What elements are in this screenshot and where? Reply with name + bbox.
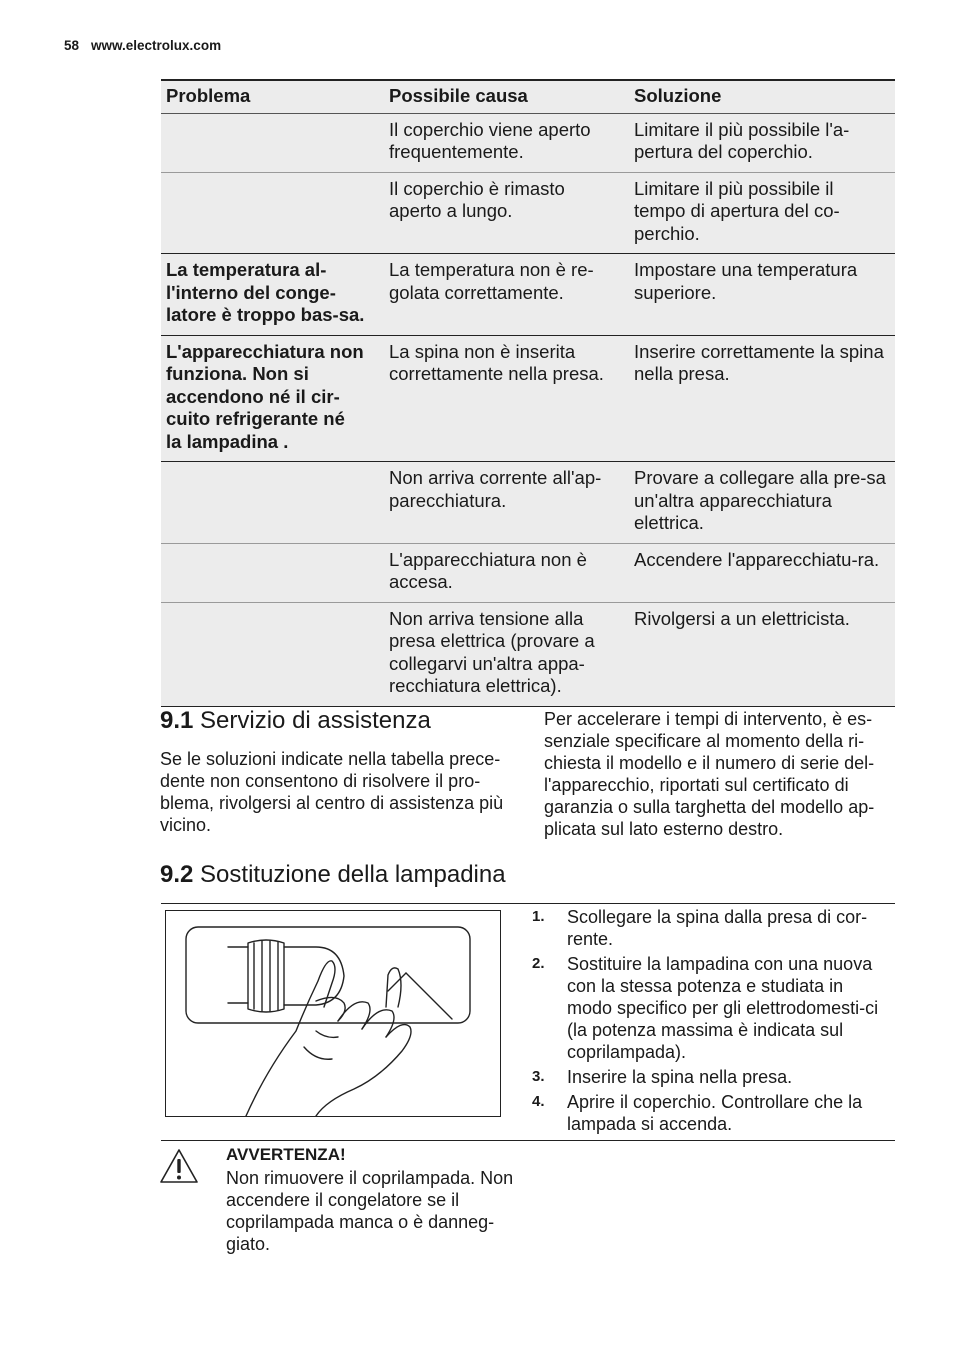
step-number: 1. — [532, 908, 545, 925]
column-header-solution: Soluzione — [624, 80, 895, 113]
warning-triangle-icon — [159, 1148, 199, 1184]
problem-cell: La temperatura al-l'interno del conge-latore è troppo bas-sa. — [161, 254, 371, 336]
solution-cell: Inserire correttamente la spina nella presa. — [624, 335, 895, 462]
table-row — [161, 172, 895, 254]
problem-cell — [161, 172, 371, 254]
service-paragraph-right: Per accelerare i tempi di intervento, è es-senziale specificare al momento della ri-chiesta il modello e il numero di serie del-l'apparecchio, riportati sul certificato di garanzia o sulla targhetta del modello ap-plicata sul lato esterno destro. — [544, 709, 875, 839]
service-paragraph-left: Se le soluzioni indicate nella tabella prece-dente non consentono di risolvere il pro-blema, rivolgersi al centro di assistenza più vicino. — [160, 749, 504, 835]
problem-cell — [161, 113, 371, 172]
step-number: 3. — [532, 1068, 545, 1085]
table-row — [161, 462, 895, 544]
section-title: Servizio di assistenza — [200, 707, 431, 734]
section-title: Sostituzione della lampadina — [200, 861, 506, 888]
page-header — [64, 38, 221, 53]
step-number: 4. — [532, 1093, 545, 1110]
problem-cell — [161, 602, 371, 706]
table-row — [161, 602, 895, 706]
warning-text: Non rimuovere il coprilampada. Non accendere il congelatore se il coprilampada manca o è danneg-giato. — [226, 1168, 514, 1254]
step-number: 2. — [532, 955, 545, 972]
solution-cell: Impostare una temperatura superiore. — [624, 254, 895, 336]
section-number: 9.2 — [160, 861, 194, 888]
list-item — [532, 1066, 892, 1088]
column-header-problem: Problema — [161, 80, 371, 113]
problem-cell — [161, 543, 371, 602]
problem-cell — [161, 462, 371, 544]
step-text: Aprire il coperchio. Controllare che la lampada si accenda. — [567, 1092, 863, 1134]
section-heading-9-1 — [160, 707, 431, 735]
solution-cell: Provare a collegare alla pre-sa un'altra apparecchiatura elettrica. — [624, 462, 895, 544]
table-row — [161, 254, 895, 336]
section-heading-9-2 — [160, 861, 506, 889]
solution-cell: Limitare il più possibile il tempo di apertura del co-perchio. — [624, 172, 895, 254]
cause-cell: Non arriva corrente all'ap-parecchiatura. — [371, 462, 624, 544]
replacement-steps-list — [532, 906, 892, 1138]
section-number: 9.1 — [160, 707, 194, 734]
table-header-row — [161, 80, 895, 113]
section-divider — [161, 1140, 895, 1141]
troubleshooting-table — [161, 79, 895, 707]
cause-cell: Il coperchio viene aperto frequentemente. — [371, 113, 624, 172]
warning-title: AVVERTENZA! — [226, 1145, 346, 1164]
step-text: Scollegare la spina dalla presa di cor-rente. — [567, 907, 868, 949]
table-row — [161, 543, 895, 602]
lamp-replacement-illustration — [165, 910, 501, 1117]
list-item — [532, 906, 892, 950]
step-text: Inserire la spina nella presa. — [567, 1067, 793, 1087]
table-row — [161, 113, 895, 172]
cause-cell: Non arriva tensione alla presa elettrica (provare a collegarvi un'altra appa-recchiatura elettrica). — [371, 602, 624, 706]
cause-cell: La spina non è inserita correttamente nella presa. — [371, 335, 624, 462]
solution-cell: Limitare il più possibile l'a-pertura del coperchio. — [624, 113, 895, 172]
column-header-cause: Possibile causa — [371, 80, 624, 113]
solution-cell: Rivolgersi a un elettricista. — [624, 602, 895, 706]
problem-cell: L'apparecchiatura non funziona. Non si accendono né il cir-cuito refrigerante né la lampadina . — [161, 335, 371, 462]
solution-cell: Accendere l'apparecchiatu-ra. — [624, 543, 895, 602]
list-item — [532, 1091, 892, 1135]
page-number: 58 — [64, 38, 80, 53]
hand-lamp-drawing — [166, 911, 500, 1116]
list-item — [532, 953, 892, 1063]
section-divider — [161, 903, 895, 904]
cause-cell: La temperatura non è re-golata correttamente. — [371, 254, 624, 336]
step-text: Sostituire la lampadina con una nuova con la stessa potenza e studiata in modo specifico per gli elettrodomesti-ci (la potenza massima è indicata sul coprilampada). — [567, 954, 879, 1062]
table-row — [161, 335, 895, 462]
cause-cell: Il coperchio è rimasto aperto a lungo. — [371, 172, 624, 254]
cause-cell: L'apparecchiatura non è accesa. — [371, 543, 624, 602]
header-url: www.electrolux.com — [91, 38, 222, 53]
